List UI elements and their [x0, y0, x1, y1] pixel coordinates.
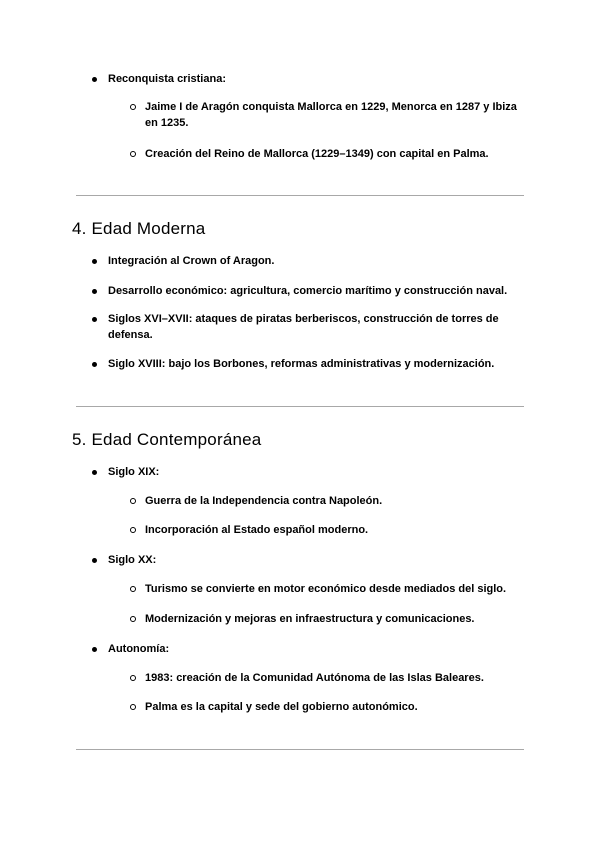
- section5-sub-5-wrap: [0, 670, 520, 686]
- reconquista-block: [0, 71, 518, 87]
- list-item: Siglo XX:: [108, 552, 518, 568]
- section4-item-3-wrap: [0, 311, 518, 343]
- list-item: Siglo XIX:: [108, 464, 518, 480]
- section5-item-3-wrap: [0, 641, 518, 657]
- section5-sub-3-wrap: [0, 581, 520, 597]
- list-item: Siglo XVIII: bajo los Borbones, reformas administrativas y modernización.: [108, 356, 518, 372]
- sub-list-item: 1983: creación de la Comunidad Autónoma de las Islas Baleares.: [145, 670, 520, 686]
- sub-list-item: Incorporación al Estado español moderno.: [145, 522, 520, 538]
- section5-sub-2-wrap: [0, 522, 520, 538]
- section5-item-2-wrap: [0, 552, 518, 568]
- list-item: Reconquista cristiana:: [108, 71, 518, 87]
- section5-item-1-wrap: [0, 464, 518, 480]
- list-item: Integración al Crown of Aragon.: [108, 253, 518, 269]
- section-heading-edad-contemporanea: 5. Edad Contemporánea: [72, 430, 262, 449]
- list-item: Desarrollo económico: agricultura, comercio marítimo y construcción naval.: [108, 283, 518, 299]
- section5-sub-6-wrap: [0, 699, 520, 715]
- sub-list-item: Turismo se convierte en motor económico desde mediados del siglo.: [145, 581, 520, 597]
- divider: [76, 406, 524, 407]
- section4-item-1-wrap: [0, 253, 518, 269]
- list-item: Autonomía:: [108, 641, 518, 657]
- sub-list-item: Modernización y mejoras en infraestructura y comunicaciones.: [145, 611, 520, 627]
- section5-sub-4-wrap: [0, 611, 520, 627]
- section5-sub-1-wrap: [0, 493, 520, 509]
- divider: [76, 749, 524, 750]
- reconquista-sublist-2: [0, 146, 520, 162]
- list-item: Siglos XVI–XVII: ataques de piratas berberiscos, construcción de torres de defensa.: [108, 311, 518, 343]
- sub-list-item: Jaime I de Aragón conquista Mallorca en 1229, Menorca en 1287 y Ibiza en 1235.: [145, 99, 520, 131]
- reconquista-sublist: [0, 99, 520, 131]
- section-heading-edad-moderna: 4. Edad Moderna: [72, 219, 206, 238]
- sub-list-item: Guerra de la Independencia contra Napoleón.: [145, 493, 520, 509]
- divider: [76, 195, 524, 196]
- sub-list-item: Palma es la capital y sede del gobierno autonómico.: [145, 699, 520, 715]
- sub-list-item: Creación del Reino de Mallorca (1229–1349) con capital en Palma.: [145, 146, 520, 162]
- section4-item-4-wrap: [0, 356, 518, 372]
- section4-item-2-wrap: [0, 283, 518, 299]
